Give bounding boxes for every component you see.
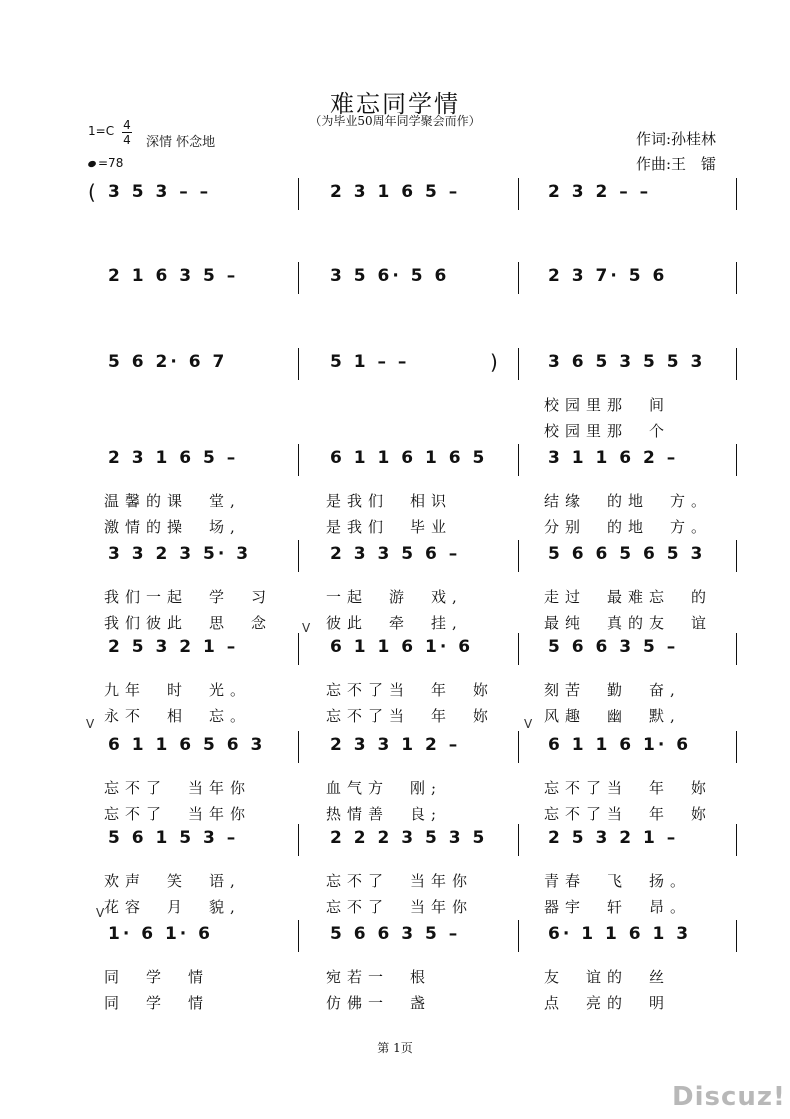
score-system xyxy=(0,262,790,302)
barline xyxy=(736,824,737,856)
lyric-verse-2: 忘不了当 年 妳 xyxy=(544,805,713,823)
measure-notes: 5 6 6 3 5 – xyxy=(548,637,679,657)
measure-notes: 5 6 1 5 3 – xyxy=(108,828,239,848)
lyric-verse-1: 宛若一 根 xyxy=(326,968,432,986)
breath-mark: V xyxy=(96,906,105,920)
barline xyxy=(298,178,299,210)
barline xyxy=(518,540,519,572)
breath-mark: V xyxy=(524,717,533,731)
song-subtitle: （为毕业50周年同学聚会而作） xyxy=(309,114,481,128)
measure-notes: 3 5 3 – – xyxy=(108,182,212,202)
lyric-verse-1: 结缘 的地 方。 xyxy=(544,492,713,510)
key-signature: 1=C xyxy=(88,124,115,138)
barline xyxy=(518,920,519,952)
time-signature xyxy=(122,118,132,147)
measure-notes: 3 6 5 3 5 5 3 xyxy=(548,352,706,372)
measure-notes: 2 5 3 2 1 – xyxy=(108,637,239,657)
measure-notes: 2 3 1 6 5 – xyxy=(108,448,239,468)
lyric-verse-2: 忘不了当 年 妳 xyxy=(326,707,495,725)
score-system xyxy=(0,444,790,536)
barline xyxy=(518,178,519,210)
lyric-verse-1: 走过 最难忘 的 xyxy=(544,588,713,606)
lyric-verse-2: 最纯 真的友 谊 xyxy=(544,614,713,632)
barline xyxy=(736,920,737,952)
lyric-verse-2: 仿佛一 盏 xyxy=(326,994,432,1012)
intro-open-paren: ( xyxy=(88,180,96,204)
intro-close-paren: ) xyxy=(490,350,498,374)
barline xyxy=(736,178,737,210)
expression-mark: 深情 怀念地 xyxy=(146,135,216,150)
quarter-note-icon xyxy=(87,160,97,168)
barline xyxy=(298,731,299,763)
measure-notes: 2 2 2 3 5 3 5 xyxy=(330,828,488,848)
measure-notes: 2 5 3 2 1 – xyxy=(548,828,679,848)
barline xyxy=(298,348,299,380)
lyric-verse-2: 彼此 牵 挂, xyxy=(326,614,463,632)
lyric-verse-2: 是我们 毕业 xyxy=(326,518,453,536)
lyric-verse-1: 忘不了 当年你 xyxy=(326,872,474,890)
barline xyxy=(298,444,299,476)
lyric-verse-1: 欢声 笑 语, xyxy=(104,872,241,890)
lyric-verse-2: 激情的操 场, xyxy=(104,518,241,536)
score-system xyxy=(0,717,790,823)
page-number: 第 1页 xyxy=(377,1041,413,1055)
measure-notes: 6· 1 1 6 1 3 xyxy=(548,924,692,944)
measure-notes: 5 1 – – xyxy=(330,352,410,372)
lyric-verse-1: 青春 飞 扬。 xyxy=(544,872,692,890)
measure-notes: 2 3 3 5 6 – xyxy=(330,544,461,564)
barline xyxy=(736,262,737,294)
barline xyxy=(518,348,519,380)
score-system xyxy=(0,540,790,632)
measure-notes: 2 3 3 1 2 – xyxy=(330,735,461,755)
lyric-verse-2: 忘不了 当年你 xyxy=(326,898,474,916)
barline xyxy=(298,633,299,665)
barline xyxy=(298,824,299,856)
barline xyxy=(736,444,737,476)
lyric-verse-1: 是我们 相识 xyxy=(326,492,453,510)
lyric-verse-1: 忘不了当 年 妳 xyxy=(544,779,713,797)
barline xyxy=(518,444,519,476)
score-system xyxy=(0,348,790,440)
measure-notes: 3 5 6· 5 6 xyxy=(330,266,450,286)
barline xyxy=(298,540,299,572)
lyric-verse-2: 我们彼此 思 念 xyxy=(104,614,273,632)
lyric-verse-1: 我们一起 学 习 xyxy=(104,588,273,606)
watermark-logo: Discuz! xyxy=(672,1082,786,1112)
measure-notes: 1· 6 1· 6 xyxy=(108,924,213,944)
measure-notes: 2 1 6 3 5 – xyxy=(108,266,239,286)
measure-notes: 2 3 2 – – xyxy=(548,182,652,202)
lyric-verse-2: 忘不了 当年你 xyxy=(104,805,252,823)
lyric-verse-1: 友 谊的 丝 xyxy=(544,968,671,986)
measure-notes: 2 3 7· 5 6 xyxy=(548,266,668,286)
lyric-verse-2: 永不 相 忘。 xyxy=(104,707,252,725)
composer-credit: 作曲:王 镭 xyxy=(636,155,717,173)
lyric-verse-2: 同 学 情 xyxy=(104,994,210,1012)
lyric-verse-2: 器宇 轩 昂。 xyxy=(544,898,692,916)
barline xyxy=(518,633,519,665)
measure-notes: 6 1 1 6 1· 6 xyxy=(330,637,474,657)
lyric-verse-1: 同 学 情 xyxy=(104,968,210,986)
lyric-verse-1: 温馨的课 堂, xyxy=(104,492,241,510)
barline xyxy=(736,731,737,763)
measure-notes: 5 6 6 5 6 5 3 xyxy=(548,544,706,564)
measure-notes: 3 3 2 3 5· 3 xyxy=(108,544,252,564)
time-signature-top: 4 xyxy=(123,118,131,132)
barline xyxy=(298,262,299,294)
barline xyxy=(736,348,737,380)
measure-notes: 3 1 1 6 2 – xyxy=(548,448,679,468)
lyric-verse-1: 忘不了 当年你 xyxy=(104,779,252,797)
tempo-mark xyxy=(88,156,123,170)
measure-notes: 6 1 1 6 1 6 5 xyxy=(330,448,488,468)
measure-notes: 5 6 6 3 5 – xyxy=(330,924,461,944)
lyric-verse-1: 九年 时 光。 xyxy=(104,681,252,699)
lyric-verse-2: 花容 月 貌, xyxy=(104,898,241,916)
lyricist-credit: 作词:孙桂林 xyxy=(636,130,717,148)
lyric-verse-2: 风趣 幽 默, xyxy=(544,707,681,725)
measure-notes: 2 3 1 6 5 – xyxy=(330,182,461,202)
lyric-verse-2: 分别 的地 方。 xyxy=(544,518,713,536)
measure-notes: 6 1 1 6 5 6 3 xyxy=(108,735,266,755)
lyric-verse-2: 热情善 良; xyxy=(326,805,443,823)
lyric-verse-1: 血气方 刚; xyxy=(326,779,443,797)
barline xyxy=(298,920,299,952)
lyric-verse-2: 校园里那 个 xyxy=(544,422,671,440)
measure-notes: 5 6 2· 6 7 xyxy=(108,352,228,372)
lyric-verse-2: 点 亮的 明 xyxy=(544,994,671,1012)
barline xyxy=(736,633,737,665)
lyric-verse-1: 一起 游 戏, xyxy=(326,588,463,606)
breath-mark: V xyxy=(302,621,311,635)
lyric-verse-1: 刻苦 勤 奋, xyxy=(544,681,681,699)
barline xyxy=(518,262,519,294)
barline xyxy=(518,731,519,763)
song-title: 难忘同学情 xyxy=(330,90,460,118)
score-system xyxy=(0,178,790,218)
tempo-value: =78 xyxy=(98,156,124,170)
barline xyxy=(736,540,737,572)
lyric-verse-1: 忘不了当 年 妳 xyxy=(326,681,495,699)
time-signature-bottom: 4 xyxy=(123,133,131,147)
measure-notes: 6 1 1 6 1· 6 xyxy=(548,735,692,755)
barline xyxy=(518,824,519,856)
breath-mark: V xyxy=(86,717,95,731)
lyric-verse-1: 校园里那 间 xyxy=(544,396,671,414)
score-system xyxy=(0,824,790,916)
